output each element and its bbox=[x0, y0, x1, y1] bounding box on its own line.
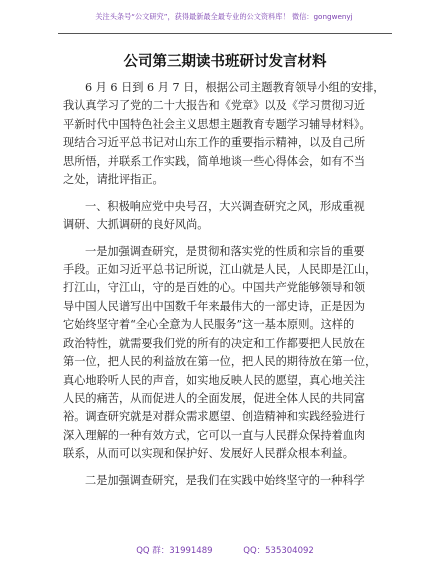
text-line: 联系，从而可以实现和保护好、发展好人民群众根本利益。 bbox=[63, 447, 354, 461]
header-banner: 关注头条号“公文研究”，获得最新最全最专业的公文资料库！ 微信：gongwenyj bbox=[95, 12, 353, 21]
paragraph-point-two bbox=[63, 472, 387, 490]
text-line: 深入理解的一种有效方式，它可以一直与人民群众保持着血肉 bbox=[63, 428, 366, 442]
text-line: 二是加强调查研究，是我们在实践中始终坚守的一种科学 bbox=[85, 473, 365, 487]
text-line: 裕。调查研究就是对群众需求愿望、创造精神和实践经验进行 bbox=[63, 410, 366, 424]
text-line: 第一位，把人民的利益放在第一位，把人民的期待放在第一位， bbox=[63, 355, 377, 369]
document-body bbox=[63, 79, 387, 490]
paragraph-intro bbox=[63, 79, 387, 190]
header-divider bbox=[58, 33, 392, 34]
text-line: 平新时代中国特色社会主义思想主题教育专题学习辅导材料》。 bbox=[63, 117, 371, 131]
text-line: 思所悟，并联系工作实践，简单地谈一些心得体会，如有不当 bbox=[63, 154, 366, 168]
text-line: 政治特性，就需要我们党的所有的决定和工作都要把人民放在 bbox=[63, 336, 366, 350]
paragraph-point-one bbox=[63, 243, 387, 464]
document-title: 公司第三期读书班研讨发言材料 bbox=[123, 54, 327, 70]
text-line: 真心地聆听人民的声音，如实地反映人民的愿望，真心地关注 bbox=[63, 373, 366, 387]
text-line: 手段。正如习近平总书记所说，江山就是人民，人民即是江山， bbox=[63, 262, 377, 276]
text-line: 它始终坚守着“全心全意为人民服务”这一基本原则。这样的 bbox=[63, 318, 355, 332]
text-line: 调研、大抓调研的良好风尚。 bbox=[63, 218, 209, 232]
text-line: 一是加强调查研究，是贯彻和落实党的性质和宗旨的重要 bbox=[85, 244, 365, 258]
text-line: 之处，请批评指正。 bbox=[63, 173, 164, 187]
text-line: 导中国人民谱写出中国数千年来最伟大的一部史诗，正是因为 bbox=[63, 299, 366, 313]
text-line: 一、积极响应党中央号召，大兴调查研究之风，形成重视 bbox=[85, 199, 365, 213]
text-line: 现结合习近平总书记对山东工作的重要指示精神，以及自己所 bbox=[63, 136, 366, 150]
text-line: 我认真学习了党的二十大报告和《党章》以及《学习贯彻习近 bbox=[63, 99, 366, 113]
footer-contact bbox=[58, 544, 392, 556]
footer-qq: QQ：535304092 bbox=[243, 546, 314, 556]
paragraph-section-heading bbox=[63, 198, 387, 235]
text-line: 人民的痛苦，从而促进人的全面发展，促进全体人民的共同富 bbox=[63, 392, 366, 405]
text-line: 打江山，守江山，守的是百姓的心。中国共产党能够领导和领 bbox=[63, 281, 366, 295]
footer-qq-group: QQ 群：31991489 bbox=[136, 546, 213, 556]
text-line: 6 月 6 日到 6 月 7 日，根据公司主题教育领导小组的安排， bbox=[85, 81, 385, 94]
